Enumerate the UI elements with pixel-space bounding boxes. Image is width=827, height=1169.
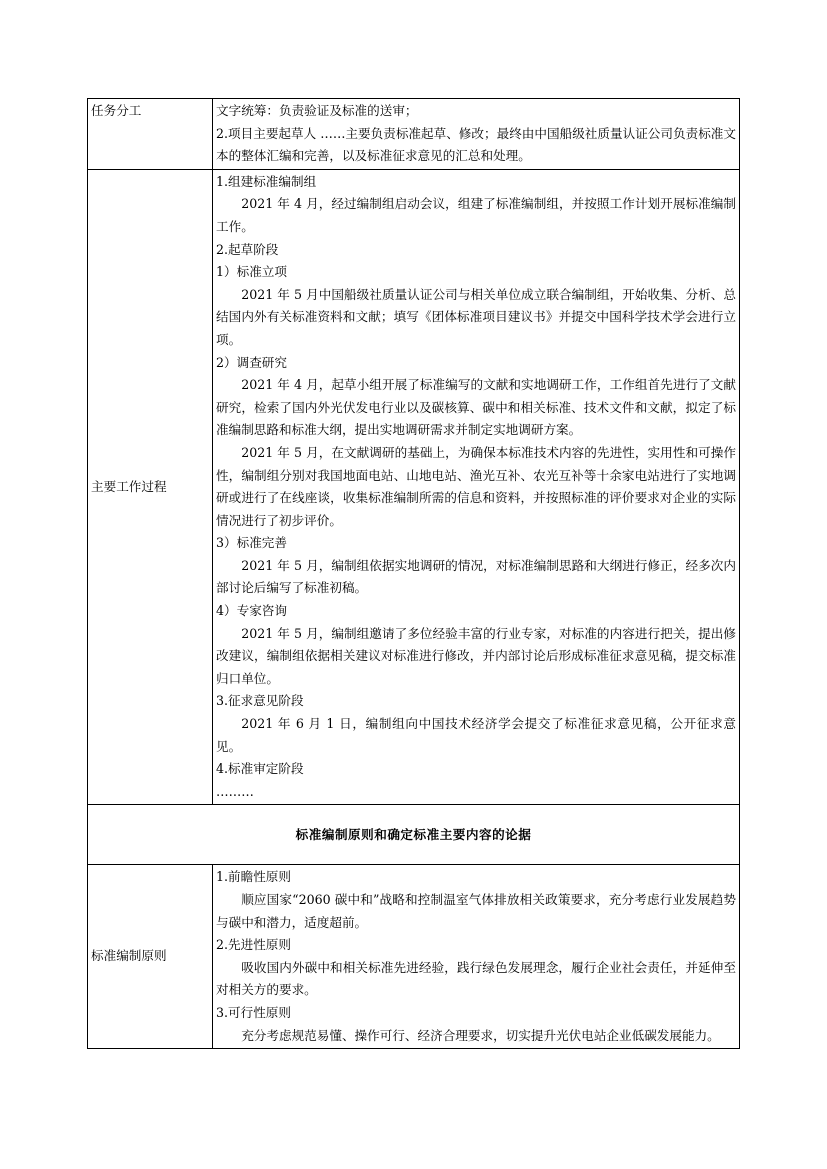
document-table [87, 98, 740, 1049]
process-para-6: 2021 年 5 月，编制组邀请了多位经验丰富的行业专家，对标准的内容进行把关，提出修改建议，编制组依据相关建议对标准进行修改，并内部讨论后形成标准征求意见稿，提交标准归口单位。 [216, 625, 736, 686]
process-substep-2: 2）调查研究 [216, 354, 287, 370]
process-step-4: 4.标准审定阶段 [216, 761, 304, 777]
principles-row [88, 865, 740, 1049]
principle-2-text: 吸收国内外碳中和相关标准先进经验，践行绿色发展理念，履行企业社会责任，并延伸至对相关方的要求。 [216, 959, 736, 998]
process-para-7: 2021 年 6 月 1 日，编制组向中国技术经济学会提交了标准征求意见稿，公开征求意见。 [216, 716, 736, 754]
section-title-row [88, 805, 740, 865]
process-row [88, 169, 740, 805]
principles-label: 标准编制原则 [88, 865, 213, 1049]
process-para-1: 2021 年 4 月，经过编制组启动会议，组建了标准编制组，并按照工作计划开展标准编制工作。 [216, 196, 736, 234]
process-substep-4: 4）专家咨询 [216, 603, 287, 619]
task-row [88, 99, 740, 170]
principle-1-text: 顺应国家“2060 碳中和”战略和控制温室气体排放相关政策要求，充分考虑行业发展趋势与碳中和潜力，适度超前。 [216, 892, 736, 930]
process-step-2: 2.起草阶段 [216, 241, 279, 257]
process-step-3: 3.征求意见阶段 [216, 693, 304, 709]
principle-2-title: 2.先进性原则 [216, 937, 291, 953]
task-line-1: 文字统筹：负责验证及标准的送审； [216, 103, 418, 118]
process-para-3: 2021 年 4 月，起草小组开展了标准编写的文献和实地调研工作，工作组首先进行了文献研究，检索了国内外光伏发电行业以及碳核算、碳中和相关标准、技术文件和文献，拟定了标准编制思路和标准大纲，提出实地调研需求并制定实地调研方案。 [216, 377, 736, 438]
section-title: 标准编制原则和确定标准主要内容的论据 [88, 805, 740, 865]
process-label: 主要工作过程 [88, 169, 213, 805]
process-ellipsis: ……… [216, 783, 254, 799]
process-content [213, 169, 740, 805]
task-label: 任务分工 [88, 99, 213, 170]
task-content [213, 99, 740, 170]
principles-content [213, 865, 740, 1049]
principle-1-title: 1.前瞻性原则 [216, 869, 291, 885]
process-step-1: 1.组建标准编制组 [216, 173, 317, 189]
process-substep-3: 3）标准完善 [216, 535, 287, 551]
task-line-2: 2.项目主要起草人 ……主要负责标准起草、修改；最终由中国船级社质量认证公司负责标准文本的整体汇编和完善，以及标准征求意见的汇总和处理。 [216, 125, 736, 164]
process-substep-1: 1）标准立项 [216, 264, 287, 280]
process-para-4: 2021 年 5 月，在文献调研的基础上，为确保本标准技术内容的先进性，实用性和可操作性，编制组分别对我国地面电站、山地电站、渔光互补、农光互补等十余家电站进行了实地调研或进行了在线座谈，收集标准编制所需的信息和资料，并按照标准的评价要求对企业的实际情况进行了初步评价。 [216, 444, 736, 528]
principle-3-text: 充分考虑规范易懂、操作可行、经济合理要求，切实提升光伏电站企业低碳发展能力。 [241, 1027, 720, 1043]
process-para-5: 2021 年 5 月，编制组依据实地调研的情况，对标准编制思路和大纲进行修正，经多次内部讨论后编写了标准初稿。 [216, 557, 736, 596]
process-para-2: 2021 年 5 月中国船级社质量认证公司与相关单位成立联合编制组，开始收集、分析、总结国内外有关标准资料和文献；填写《团体标准项目建议书》并提交中国科学技术学会进行立项。 [216, 286, 736, 347]
principle-3-title: 3.可行性原则 [216, 1004, 291, 1020]
